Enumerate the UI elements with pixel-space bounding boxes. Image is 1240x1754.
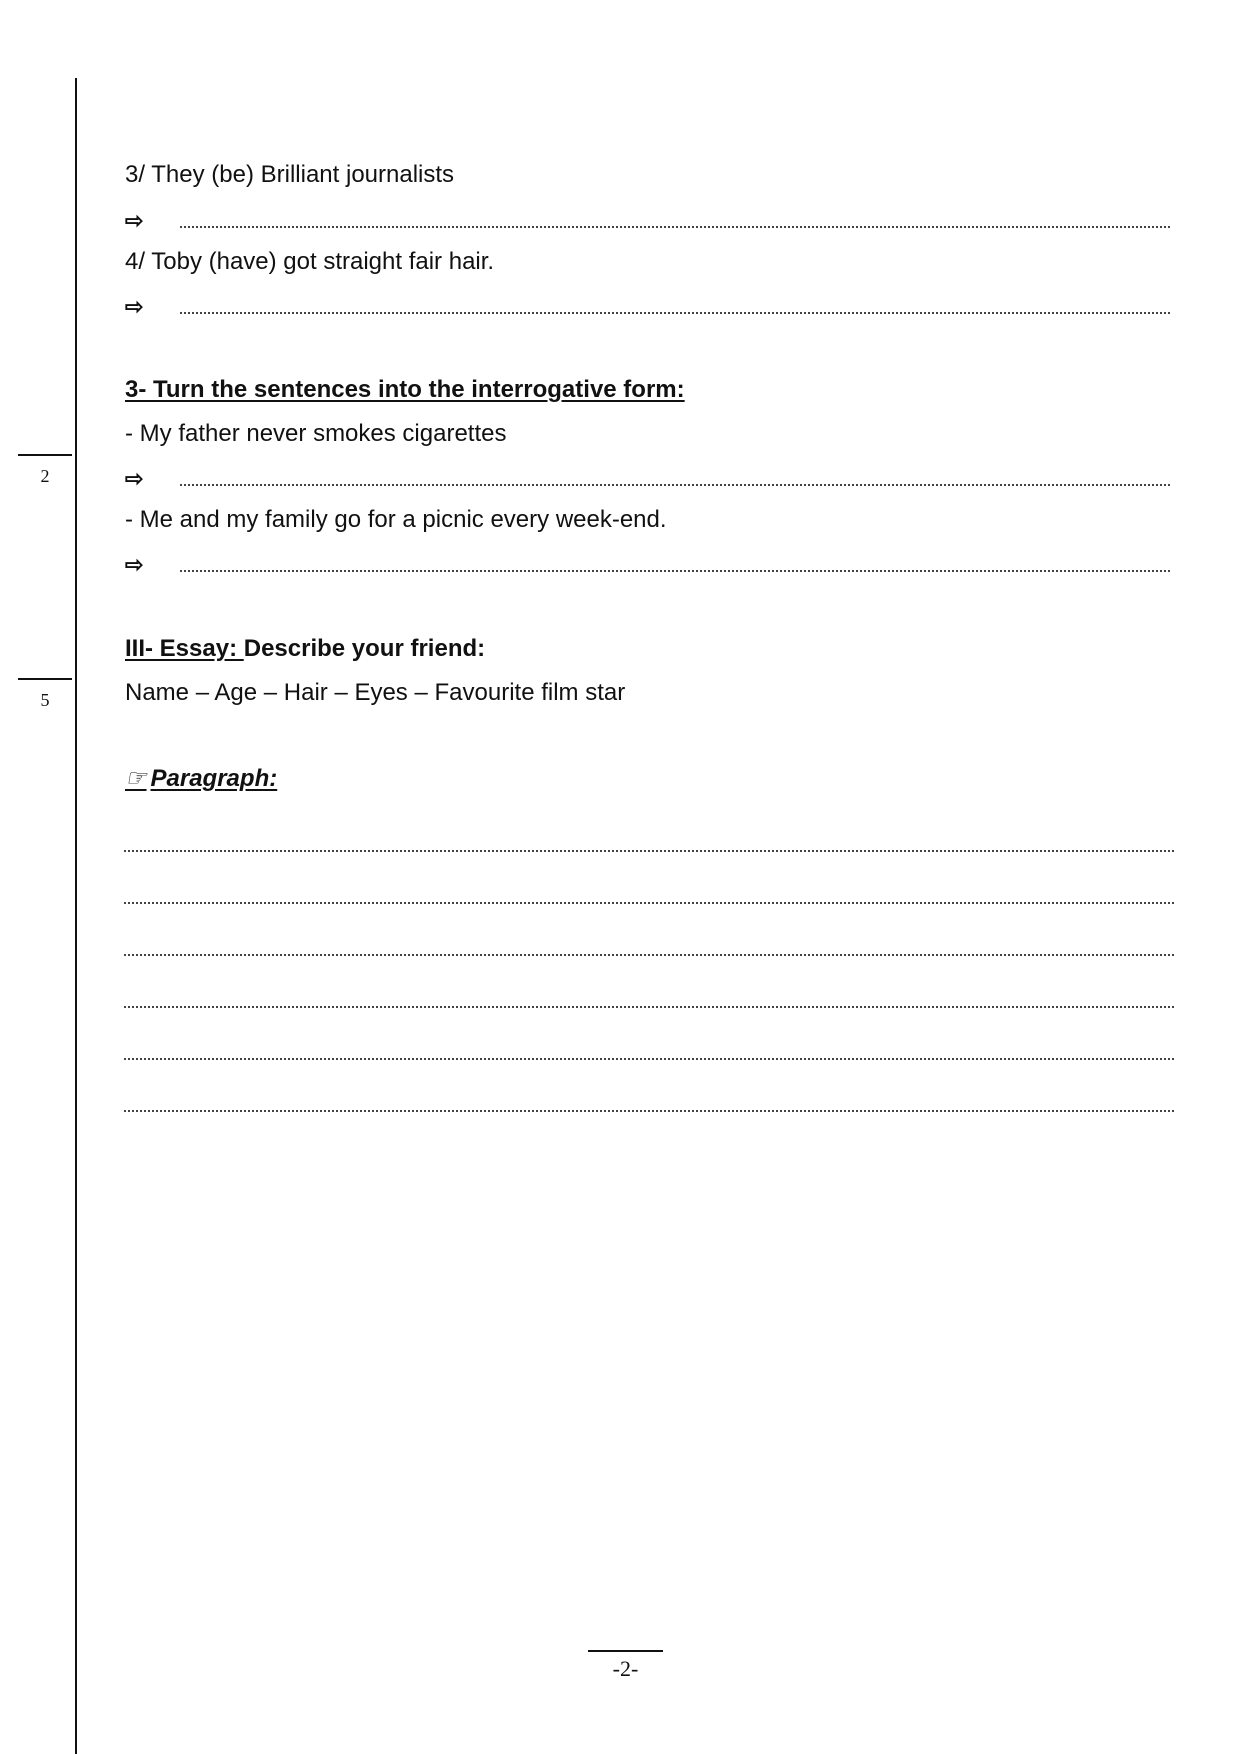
page-number: [588, 1650, 663, 1682]
answer-line-item-4[interactable]: [125, 292, 1170, 322]
exercise-item-3: 3/ They (be) Brilliant journalists: [125, 161, 455, 188]
answer-line-item-3[interactable]: [125, 206, 1170, 236]
paragraph-writing-line[interactable]: [124, 850, 1174, 852]
score-value: 5: [40, 690, 50, 710]
paragraph-writing-line[interactable]: [124, 1006, 1174, 1008]
paragraph-writing-line[interactable]: [124, 1058, 1174, 1060]
exercise-item-4: 4/ Toby (have) got straight fair hair.: [125, 248, 495, 275]
arrow-right-icon: ⇨: [125, 294, 144, 319]
paragraph-writing-line[interactable]: [124, 902, 1174, 904]
paragraph-label: Paragraph:: [150, 765, 278, 792]
answer-dots: [180, 484, 1170, 486]
arrow-right-icon: ⇨: [125, 552, 144, 577]
interrogative-sentence-2: - Me and my family go for a picnic every week-end.: [125, 506, 667, 533]
score-mark-essay: [18, 678, 72, 711]
essay-prompt: Name – Age – Hair – Eyes – Favourite film star: [125, 679, 626, 706]
pointing-hand-icon: ☞: [125, 765, 147, 792]
interrogative-sentence-1: - My father never smokes cigarettes: [125, 420, 507, 447]
score-value: 2: [40, 466, 50, 486]
answer-dots: [180, 570, 1170, 572]
answer-line-sentence-2[interactable]: [125, 550, 1170, 580]
answer-dots: [180, 226, 1170, 228]
essay-heading: [125, 635, 485, 663]
exercise-3-heading: 3- Turn the sentences into the interrogative form:: [125, 376, 685, 403]
score-mark-exercise-3: [18, 454, 72, 487]
arrow-right-icon: ⇨: [125, 466, 144, 491]
paragraph-writing-line[interactable]: [124, 954, 1174, 956]
page-number-text: -2-: [612, 1656, 639, 1681]
arrow-right-icon: ⇨: [125, 208, 144, 233]
paragraph-writing-line[interactable]: [124, 1110, 1174, 1112]
left-margin-rule: [75, 78, 77, 1754]
answer-line-sentence-1[interactable]: [125, 464, 1170, 494]
answer-dots: [180, 312, 1170, 314]
essay-title: Describe your friend:: [243, 635, 486, 662]
paragraph-heading: [125, 764, 277, 793]
essay-label: III- Essay:: [125, 635, 244, 662]
paragraph-label-wrap: [125, 765, 277, 792]
